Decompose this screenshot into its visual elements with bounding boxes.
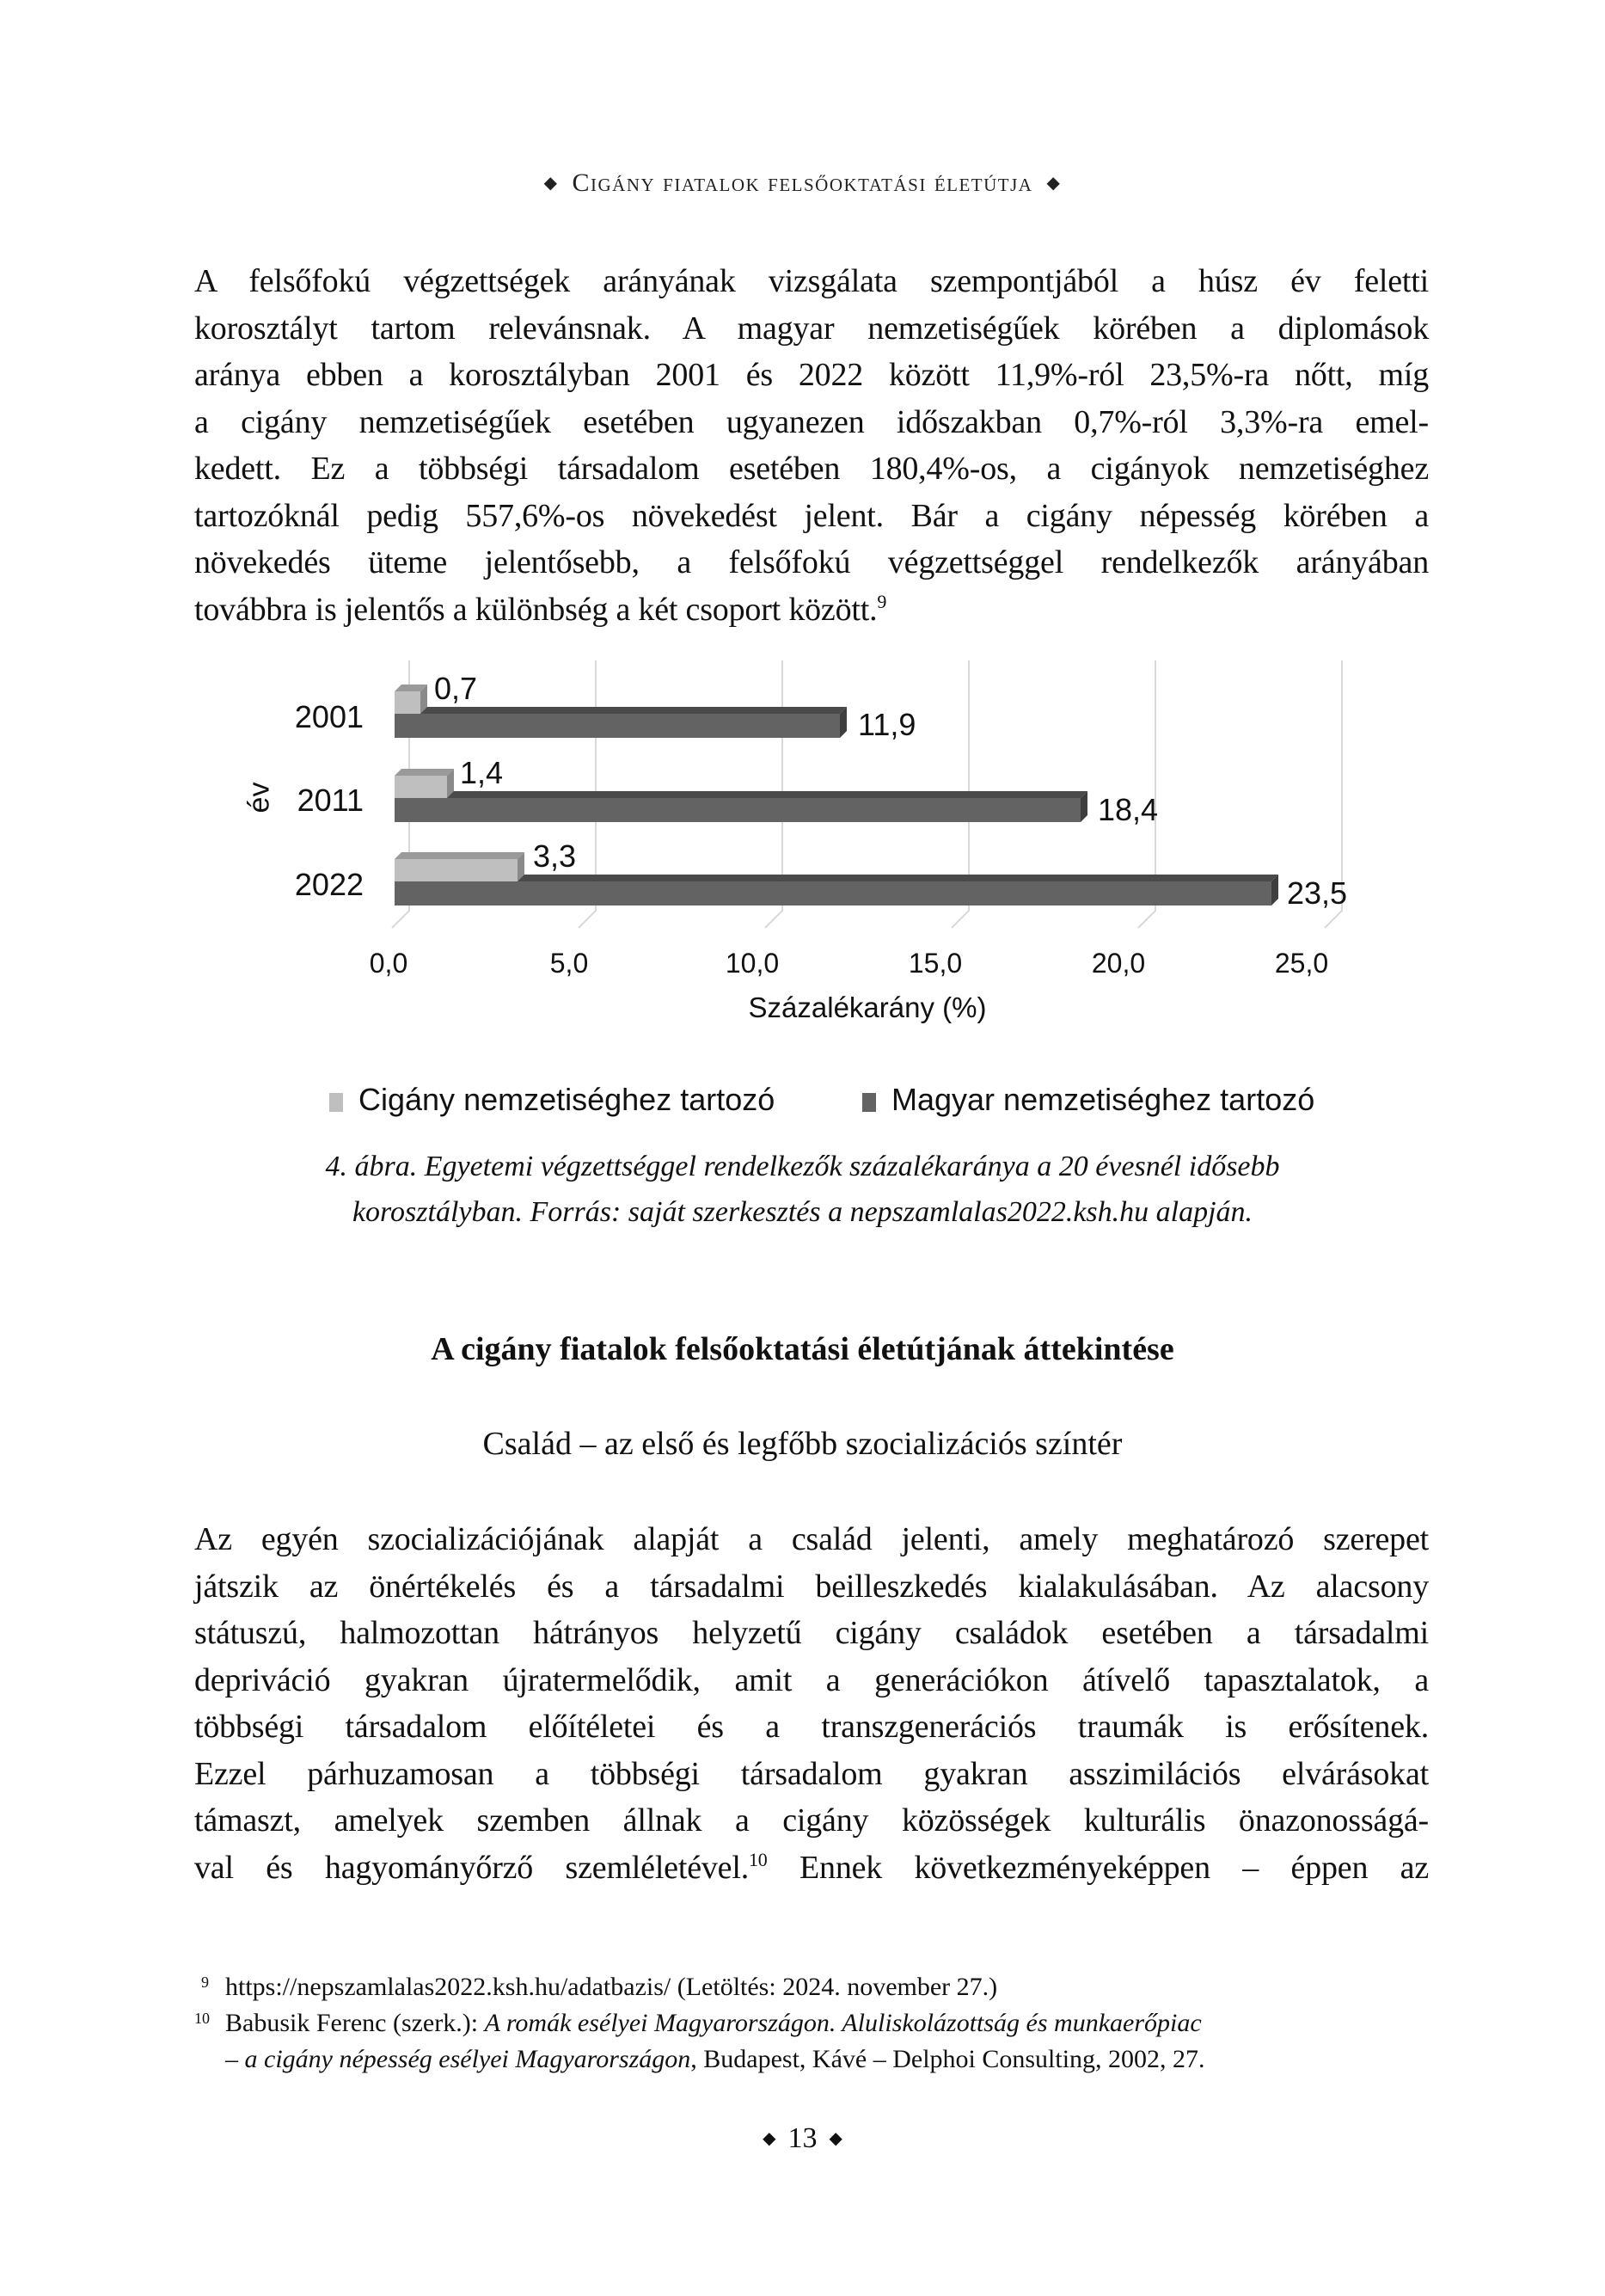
legend-swatch-light-icon [329, 1093, 343, 1112]
figure-caption [0, 1144, 1605, 1235]
footnote-author: Babusik Ferenc (szerk.): [225, 2009, 485, 2037]
x-tick-20: 20,0 [1091, 948, 1146, 979]
bar-magyar-2001[interactable] [395, 714, 840, 738]
x-tick-0: 0,0 [369, 948, 408, 979]
bars-layer [0, 0, 1605, 946]
ornament-diamond-icon: ◆ [829, 2129, 842, 2148]
footnote-number: 10 [194, 2010, 210, 2027]
category-label-2001: 2001 [294, 699, 364, 734]
x-axis-title: Százalékarány (%) [748, 991, 987, 1023]
legend-swatch-dark-icon [862, 1093, 876, 1112]
paragraph-line: a cigány nemzetiségűek esetében ugyanezen időszakban 0,7%-ról 3,3%-ra emel- [194, 403, 1429, 440]
paragraph-line: növekedés üteme jelentősebb, a felsőfokú végzettséggel rendelkezők arányában [194, 544, 1429, 580]
paragraph-line: Ezzel párhuzamosan a többségi társadalom gyakran asszimilációs elvárásokat [194, 1755, 1429, 1792]
category-label-2011: 2011 [297, 783, 364, 818]
x-tick-10: 10,0 [725, 948, 780, 979]
footnote-title-cont: – a cigány népesség esélyei Magyarországon [225, 2045, 691, 2073]
paragraph-line: aránya ebben a korosztályban 2001 és 2022 között 11,9%-ról 23,5%-ra nőtt, míg [194, 357, 1429, 393]
footnote-ref-10[interactable]: 10 [749, 1848, 768, 1870]
caption-line-2: korosztályban. Forrás: saját szerkesztés a nepszamlalas2022.ksh.hu alapján. [352, 1196, 1253, 1228]
paragraph-line-text: továbbra is jelentős a különbség a két csoport között. [194, 591, 878, 628]
legend-label: Magyar nemzetiséghez tartozó [891, 1082, 1315, 1117]
paragraph-line [194, 1845, 1429, 1892]
legend-item-cigany[interactable] [329, 1082, 775, 1118]
paragraph-line: kedett. Ez a többségi társadalom esetében 180,4%-os, a cigányok nemzetiséghez [194, 451, 1429, 487]
paragraph-line: többségi társadalom előítéletei és a transzgenerációs traumák is erősítenek. [194, 1709, 1429, 1745]
paragraph-line: játszik az önértékelés és a társadalmi beilleszkedés kialakulásában. Az alacsony [194, 1568, 1429, 1605]
x-tick-25: 25,0 [1274, 948, 1329, 979]
data-label-cigany-2022: 3,3 [533, 838, 577, 874]
footnote-title: A romák esélyei Magyarországon. Aluliskolázottság és munkaerőpiac [484, 2009, 1202, 2037]
section-subheading: Család – az első és legfőbb szocializációs színtér [482, 1426, 1123, 1462]
category-label-2022: 2022 [294, 867, 364, 902]
x-tick-15: 15,0 [908, 948, 963, 979]
footnote-ref-9[interactable]: 9 [877, 590, 887, 612]
bar-cigany-2022[interactable] [395, 859, 518, 881]
page-number-value: 13 [787, 2122, 818, 2154]
footnote-number: 9 [201, 1974, 209, 1991]
legend-label: Cigány nemzetiséghez tartozó [358, 1082, 775, 1117]
bar-magyar-2011[interactable] [395, 798, 1081, 822]
paragraph-line-text: Ennek következményeképpen – éppen az [767, 1849, 1429, 1886]
bar-cigany-2001[interactable] [395, 691, 420, 714]
footnote-text [225, 2041, 1205, 2078]
data-label-magyar-2022: 23,5 [1287, 875, 1348, 911]
bar-group-2022 [395, 852, 1278, 906]
ornament-diamond-icon: ◆ [543, 174, 559, 193]
paragraph-line-text: val és hagyományőrző szemléletével. [194, 1849, 749, 1886]
paragraph-line: Az egyén szocializációjának alapját a család jelenti, amely meghatározó szerepet [194, 1521, 1429, 1557]
ornament-diamond-icon: ◆ [763, 2129, 776, 2148]
page-number [0, 2122, 1605, 2155]
y-axis-title: év [242, 782, 276, 813]
data-label-cigany-2001: 0,7 [434, 671, 478, 706]
footnote-text [225, 2005, 1202, 2041]
data-label-cigany-2011: 1,4 [460, 755, 504, 790]
ornament-diamond-icon: ◆ [1046, 174, 1062, 193]
paragraph-line: A felsőfokú végzettségek arányának vizsgálata szempontjából a húsz év feletti [194, 263, 1429, 299]
paragraph-line: korosztályt tartom relevánsnak. A magyar nemzetiségűek körében a diplomások [194, 310, 1429, 347]
legend-item-magyar[interactable] [862, 1082, 1314, 1118]
paragraph-2 [194, 1516, 1429, 1891]
paragraph-line: depriváció gyakran újratermelődik, amit a generációkon átívelő tapasztalatok, a [194, 1661, 1429, 1698]
caption-line-1: 4. ábra. Egyetemi végzettséggel rendelkezők százalékaránya a 20 évesnél idősebb [325, 1151, 1280, 1182]
x-tick-5: 5,0 [549, 948, 589, 979]
footnote-link[interactable]: https://nepszamlalas2022.ksh.hu/adatbazis/ (Letöltés: 2024. november 27.) [225, 1973, 998, 2001]
bar-chart [0, 0, 1605, 1135]
section-heading: A cigány fiatalok felsőoktatási életútjának áttekintése [431, 1331, 1174, 1367]
bar-magyar-2022[interactable] [395, 881, 1271, 906]
bar-cigany-2011[interactable] [395, 776, 447, 798]
data-label-magyar-2001: 11,9 [858, 707, 916, 742]
paragraph-line: támaszt, amelyek szemben állnak a cigány közösségek kulturális önazonosságá- [194, 1802, 1429, 1839]
paragraph-line: státuszú, halmozottan hátrányos helyzetű cigány családok esetében a társadalmi [194, 1615, 1429, 1651]
running-head-title: Cigány fiatalok felsőoktatási életútja [572, 169, 1033, 197]
footnote-rest: , Budapest, Kávé – Delphoi Consulting, 2002, 27. [690, 2045, 1205, 2073]
paragraph-line: tartozóknál pedig 557,6%-os növekedést jelent. Bár a cigány népesség körében a [194, 497, 1429, 534]
data-label-magyar-2011: 18,4 [1098, 792, 1159, 827]
